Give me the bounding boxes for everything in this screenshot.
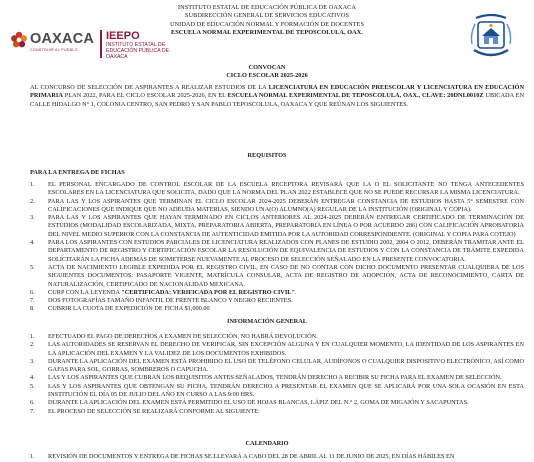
- list-item: [30, 264, 524, 289]
- convocatoria-heading: [0, 64, 534, 81]
- requisitos-title: REQUISITOS: [247, 152, 287, 159]
- school-name: ESCUELA NORMAL EXPERIMENTAL DE TEPOSCOLULA, OAX.: [171, 28, 363, 36]
- list-item: [30, 408, 524, 416]
- informacion-title: INFORMACIÓN GENERAL: [227, 318, 307, 325]
- list-item: [30, 399, 524, 407]
- calendario-title: CALENDARIO: [245, 440, 289, 447]
- list-text: EFECTUADO EL PAGO DE DERECHOS A EXAMEN DE SELECCIÓN, NO HABRÁ DEVOLUCIÓN.: [48, 333, 318, 340]
- intro-bold-program: LICENCIATURA EN EDUCACIÓN PREESCOLAR Y LICENCIATURA EN EDUCACIÓN PRIMARIA: [30, 84, 524, 100]
- list-text: EL PROCESO DE SELECCIÓN SE REALIZARÁ CONFORME AL SIGUIENTE:: [48, 407, 260, 415]
- list-item: [30, 383, 524, 400]
- list-text: .: [294, 288, 297, 296]
- list-number: 6.: [30, 288, 35, 296]
- list-text: LAS Y LOS ASPIRANTES QUE OBTENGAN SU FICHA, TENDRÁN DERECHO A PRESENTAR EL EXAMEN QUE SE APLICARÁ POR UNA SOLA OCASIÓN EN ESTA INSTITUCIÓN EL DÍA 05 DE JULIO DEL AÑO EN CURSO A LAS 9:00 HRS.: [48, 382, 524, 399]
- list-number: 3.: [30, 214, 35, 222]
- list-item: [30, 239, 524, 264]
- list-text: ACTA DE NACIMIENTO LEGIBLE EXPEDIDA POR EL REGISTRO CIVIL, EN CASO DE NO CONTAR CON DICHO DOCUMENTO PRESENTAR CUALQUIERA DE LOS SIGUIENTES DOCUMENTOS: PASAPORTE VIGENTE, MATRÍCULA CONSULAR, ACTA DE REGISTRO DE ADOPCIÓN, ACTA DE RECONOCIMIENTO, CARTA DE NATURALIZACIÓN, CERTIFICADO DE NACIONALIDAD MEXICANA.: [48, 263, 524, 288]
- list-number: 3.: [30, 357, 35, 365]
- institution-block: [150, 4, 384, 37]
- list-text: CUBRIR LA CUOTA DE EXPEDICIÓN DE FICHA $1,000.00: [48, 305, 210, 313]
- requisitos-list: [30, 181, 524, 314]
- list-item: [30, 358, 524, 375]
- list-text: DURANTE LA APLICACIÓN DEL EXAMEN ESTÁ PROHIBIDO EL USO DE TELÉFONO CELULAR, AUDÍFONOS O CUALQUIER DISPOSITIVO ELECTRÓNICO, ASÍ COMO GAFAS PARA SOL, GORRAS, SOMBREROS O CAPUCHA.: [48, 357, 524, 374]
- school-cycle: CICLO ESCOLAR 2025-2026: [226, 72, 308, 80]
- list-text: EL PERSONAL ENCARGADO DE CONTROL ESCOLAR DE LA ESCUELA RECEPTORA REVISARÁ QUE LA O EL SOLICITANTE NO TENGA ANTECEDENTES ESCOLARES EN LA LICENCIATURA QUE SOLICITA, DADO QUE LA NORMA DEL PLAN 2022 ESTABLECE QUE NO SE PUEDE RECURSAR LA MISMA LICENCIATURA.: [48, 181, 524, 197]
- list-item: [30, 289, 524, 297]
- list-text: DOS FOTOGRAFÍAS TAMAÑO INFANTIL DE FRENTE BLANCO Y NEGRO RECIENTES.: [48, 297, 293, 305]
- list-number: 7.: [30, 407, 35, 415]
- list-number: 6.: [30, 399, 35, 407]
- list-text: LAS AUTORIDADES SE RESERVAN EL DERECHO DE VERIFICAR, SIN EXCEPCIÓN ALGUNA Y EN CUALQUIER MOMENTO, LA IDENTIDAD DE LOS ASPIRANTES EN LA APLICACIÓN DEL EXAMEN Y LA VALIDEZ DE LOS DOCUMENTOS EXHIBIDOS.: [48, 341, 524, 357]
- ieepo-logo-word: IEEPO: [106, 30, 140, 42]
- institution-line: SUBDIRECCIÓN GENERAL DE SERVICIOS EDUCATIVOS: [184, 12, 350, 20]
- calendario-list: [30, 453, 524, 461]
- list-text: LAS Y LOS ASPIRANTES QUE CUBRAN LOS REQUISITOS ANTES SEÑALADOS, TENDRÁN DERECHO A RECIBIR SU FICHA PARA EL EXAMEN DE SELECCIÓN.: [48, 374, 502, 382]
- list-text: PARA LOS ASPIRANTES CON ESTUDIOS PARCIALES DE LICENCIATURA REALIZADOS CON PLANES DE ESTUDIO 2002, 2004 O 2012, DEBERÁN TRAMITAR ANTE EL DEPARTAMENTO DE REGISTRO Y CERTIFICACIÓN ESCOLAR LA RESOLUCIÓN DE EQUIVALENCIA DE ESTUDIOS Y CON LA CONSTANCIA DE TRÁMITE EXPEDIDA SOLICITARÁN LA FICHA ADEMÁS DE SOMETERSE NUEVAMENTE AL PROCESO DE SELECCIÓN SEÑALADO EN LA PRESENTE CONVOCATORIA.: [48, 239, 524, 263]
- list-number: 1.: [30, 181, 35, 188]
- oaxaca-flower-icon: [10, 31, 28, 49]
- list-number: 2.: [30, 341, 35, 349]
- intro-text: AL CONCURSO DE SELECCIÓN DE ASPIRANTES A REALIZAR ESTUDIOS DE LA: [30, 84, 269, 91]
- requisitos-subtitle: PARA LA ENTREGA DE FICHAS: [30, 169, 125, 176]
- list-text: DURANTE LA APLICACIÓN DEL EXAMEN ESTÁ PERMITIDO EL USO DE HOJAS BLANCAS, LÁPIZ DEL N.° 2, GOMA DE MIGAJÓN Y SACAPUNTAS.: [48, 399, 469, 407]
- list-text: REVISIÓN DE DOCUMENTOS Y ENTREGA DE FICHAS SE LLEVARÁ A CABO DEL 28 DE ABRIL AL 11 DE JUNIO DE 2025, EN DÍAS HÁBILES EN: [48, 453, 455, 460]
- ieepo-divider: [100, 30, 102, 58]
- oaxaca-logo-tagline: CONSTRUIR AL PUEBLO: [30, 48, 78, 52]
- list-number: 8.: [30, 305, 35, 313]
- list-item: [30, 181, 524, 198]
- document-header: [0, 0, 534, 62]
- list-item: [30, 374, 524, 382]
- list-text: PARA LAS Y LOS ASPIRANTES QUE HAYAN TERMINADO EN CICLOS ANTERIORES AL 2024-2025 DEBERÁN ENTREGAR CERTIFICADO DE TERMINACIÓN DE ESTUDIOS (MODALIDAD ESCOLARIZADA, MIXTA, PREPARATORIA ABIERTA, PREPARATORIA EN LÍNEA O POR ACUERDO 286) CON CALIFICACIÓN APROBATORIA DEL NIVEL MEDIO SUPERIOR CON LA CONSTANCIA DE AUTENTICIDAD EMITIDA POR LA AUTORIDAD CORRESPONDIENTE. (ORIGINAL Y COPIA PARA COTEJO): [48, 214, 524, 238]
- list-number: 5.: [30, 382, 35, 390]
- list-number: 5.: [30, 263, 35, 271]
- institution-line: INSTITUTO ESTATAL DE EDUCACIÓN PÚBLICA DE OAXACA: [177, 4, 357, 11]
- intro-paragraph: [30, 84, 524, 109]
- list-number: 7.: [30, 297, 35, 305]
- school-seal-icon: [466, 14, 516, 60]
- intro-bold-school: ESCUELA NORMAL EXPERIMENTAL DE TEPOSCOLULA, OAX., CLAVE: 20DNL0010Z: [227, 92, 484, 100]
- list-item: [30, 305, 524, 313]
- list-number: 1.: [30, 453, 35, 460]
- list-item: [30, 198, 524, 215]
- list-number: 4.: [30, 374, 35, 382]
- curp-legend: "CERTIFICADA: VERIFICADA POR EL REGISTRO CIVIL": [121, 288, 295, 296]
- oaxaca-logo-word: OAXACA: [30, 31, 95, 47]
- oaxaca-logo: [10, 30, 96, 60]
- list-number: 2.: [30, 197, 35, 205]
- convocan-title: CONVOCAN: [248, 64, 286, 71]
- intro-text: UBICADA EN CALLE HIDALGO N° 1, COLONIA CENTRO, SAN PEDRO Y SAN PABLO TEPOSCOLULA, OAXACA Y QUE REÚNAN LOS SIGUIENTES.: [30, 92, 524, 108]
- list-text: PARA LAS Y LOS ASPIRANTES QUE TERMINAN EL CICLO ESCOLAR 2024-2025 DEBERÁN ENTREGAR CONSTANCIA DE ESTUDIOS HASTA 5° SEMESTRE CON CALIFICACIONES QUE INDIQUE QUE NO ADEUDA MATERIAS, SIENDO UNA(O) ALUMNO(A) REGULAR DE LA INSTITUCIÓN (ORIGINAL Y COPIA).: [48, 197, 524, 213]
- intro-text: PLAN 2022, PARA EL CICLO ESCOLAR 2025-2026, EN EL: [62, 92, 228, 100]
- list-item: [30, 214, 524, 239]
- list-item: [30, 453, 524, 461]
- ieepo-logo-subtitle: INSTITUTO ESTATAL DE EDUCACIÓN PÚBLICA DE OAXACA: [106, 42, 170, 60]
- institution-line: UNIDAD DE EDUCACIÓN NORMAL Y FORMACIÓN DE DOCENTES: [169, 20, 365, 28]
- list-text: CURP CON LA LEYENDA: [48, 288, 122, 296]
- list-number: 4.: [30, 239, 35, 247]
- list-item: [30, 341, 524, 358]
- list-number: 1.: [30, 333, 35, 340]
- informacion-list: [30, 333, 524, 416]
